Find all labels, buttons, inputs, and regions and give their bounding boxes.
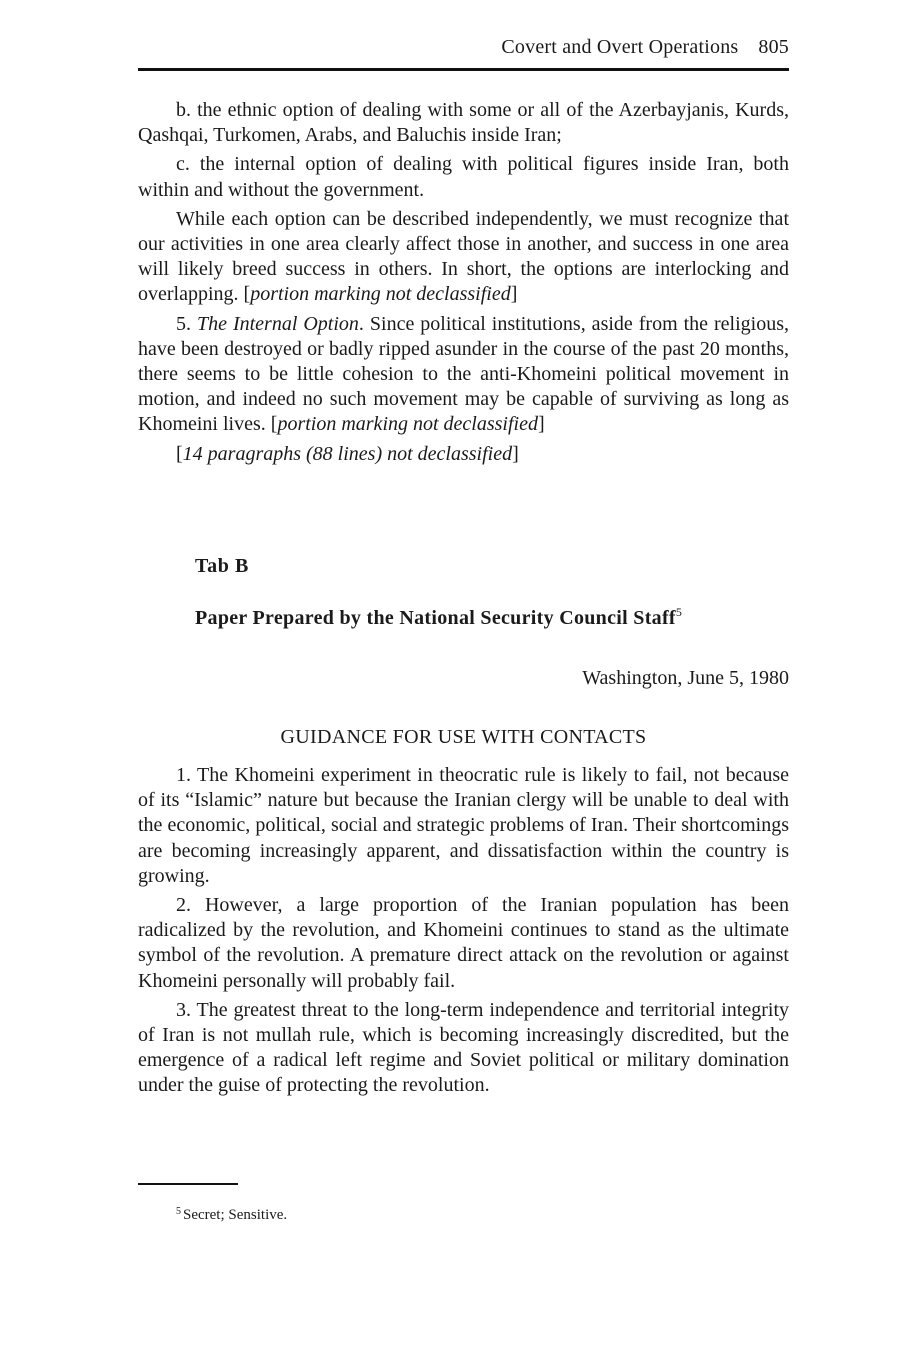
guidance-paragraph-2: 2. However, a large proportion of the Iranian population has been radicalized by the revolution, and Khomeini continues to stand as the ultimate symbol of the revolution. A premature direct attack on the revolution or against Khomeini personally will probably fail. — [138, 894, 789, 992]
declassification-marking: portion marking not declassified — [277, 413, 538, 436]
guidance-paragraph-3: 3. The greatest threat to the long-term independence and territorial integrity of Iran is not mullah rule, which is becoming increasingly discredited, but the emergence of a radical left regime and Soviet political or military domination under the guise of protecting the revolution. — [138, 998, 789, 1097]
running-head — [501, 36, 789, 59]
tab-label: Tab B — [195, 555, 249, 577]
section-heading-internal-option: The Internal Option — [196, 312, 359, 335]
paper-title: Paper Prepared by the National Security Council Staff$^5$ — [195, 605, 683, 629]
guidance-heading: GUIDANCE FOR USE WITH CONTACTS — [280, 726, 647, 748]
body-text-guidance — [138, 763, 789, 1103]
dateline: Washington, June 5, 1980 — [582, 667, 789, 689]
footnote-number: 5 — [176, 1206, 181, 1217]
body-text-top — [138, 98, 789, 471]
guidance-paragraph-1: 1. The Khomeini experiment in theocratic rule is likely to fail, not because of its “Islamic” nature but because the Iranian clergy will be unable to deal with the economic, political, social and strategic problems of Iran. Their shortcomings are becoming increasingly apparent, and dissatisfaction within the country is growing. — [138, 764, 789, 887]
paragraph-internal-option: 5. The Internal Option. Since political institutions, aside from the religious, have been destroyed or badly ripped asunder in the course of the past 20 months, there seems to be little cohesion to the anti-Khomeini political movement in motion, and indeed no such movement may be capable of surviving as long as Khomeini lives. [portion marking not declassified] — [138, 312, 789, 436]
header-rule — [138, 68, 789, 71]
footnote-rule — [138, 1183, 238, 1185]
paragraph-options-overview: While each option can be described independently, we must recognize that our activities in one area clearly affect those in another, and success in one area will likely breed success in others. In short, the options are interlocking and overlapping. [portion marking not declassified] — [138, 207, 789, 306]
footnote — [176, 1206, 287, 1224]
footnote-reference: 5 — [675, 605, 683, 619]
running-head-title: Covert and Overt Operations — [501, 36, 739, 58]
declassification-marking: portion marking not declassified — [250, 283, 511, 306]
page-number: 805 — [758, 36, 789, 58]
omission-note: [14 paragraphs (88 lines) not declassified] — [176, 442, 519, 465]
footnote-text: Secret; Sensitive. — [183, 1207, 288, 1223]
paragraph-option-b: b. the ethnic option of dealing with some or all of the Azerbayjanis, Kurds, Qashqai, Turkomen, Arabs, and Baluchis inside Iran; — [138, 99, 789, 147]
paragraph-option-c: c. the internal option of dealing with political figures inside Iran, both within and without the government. — [138, 153, 789, 201]
